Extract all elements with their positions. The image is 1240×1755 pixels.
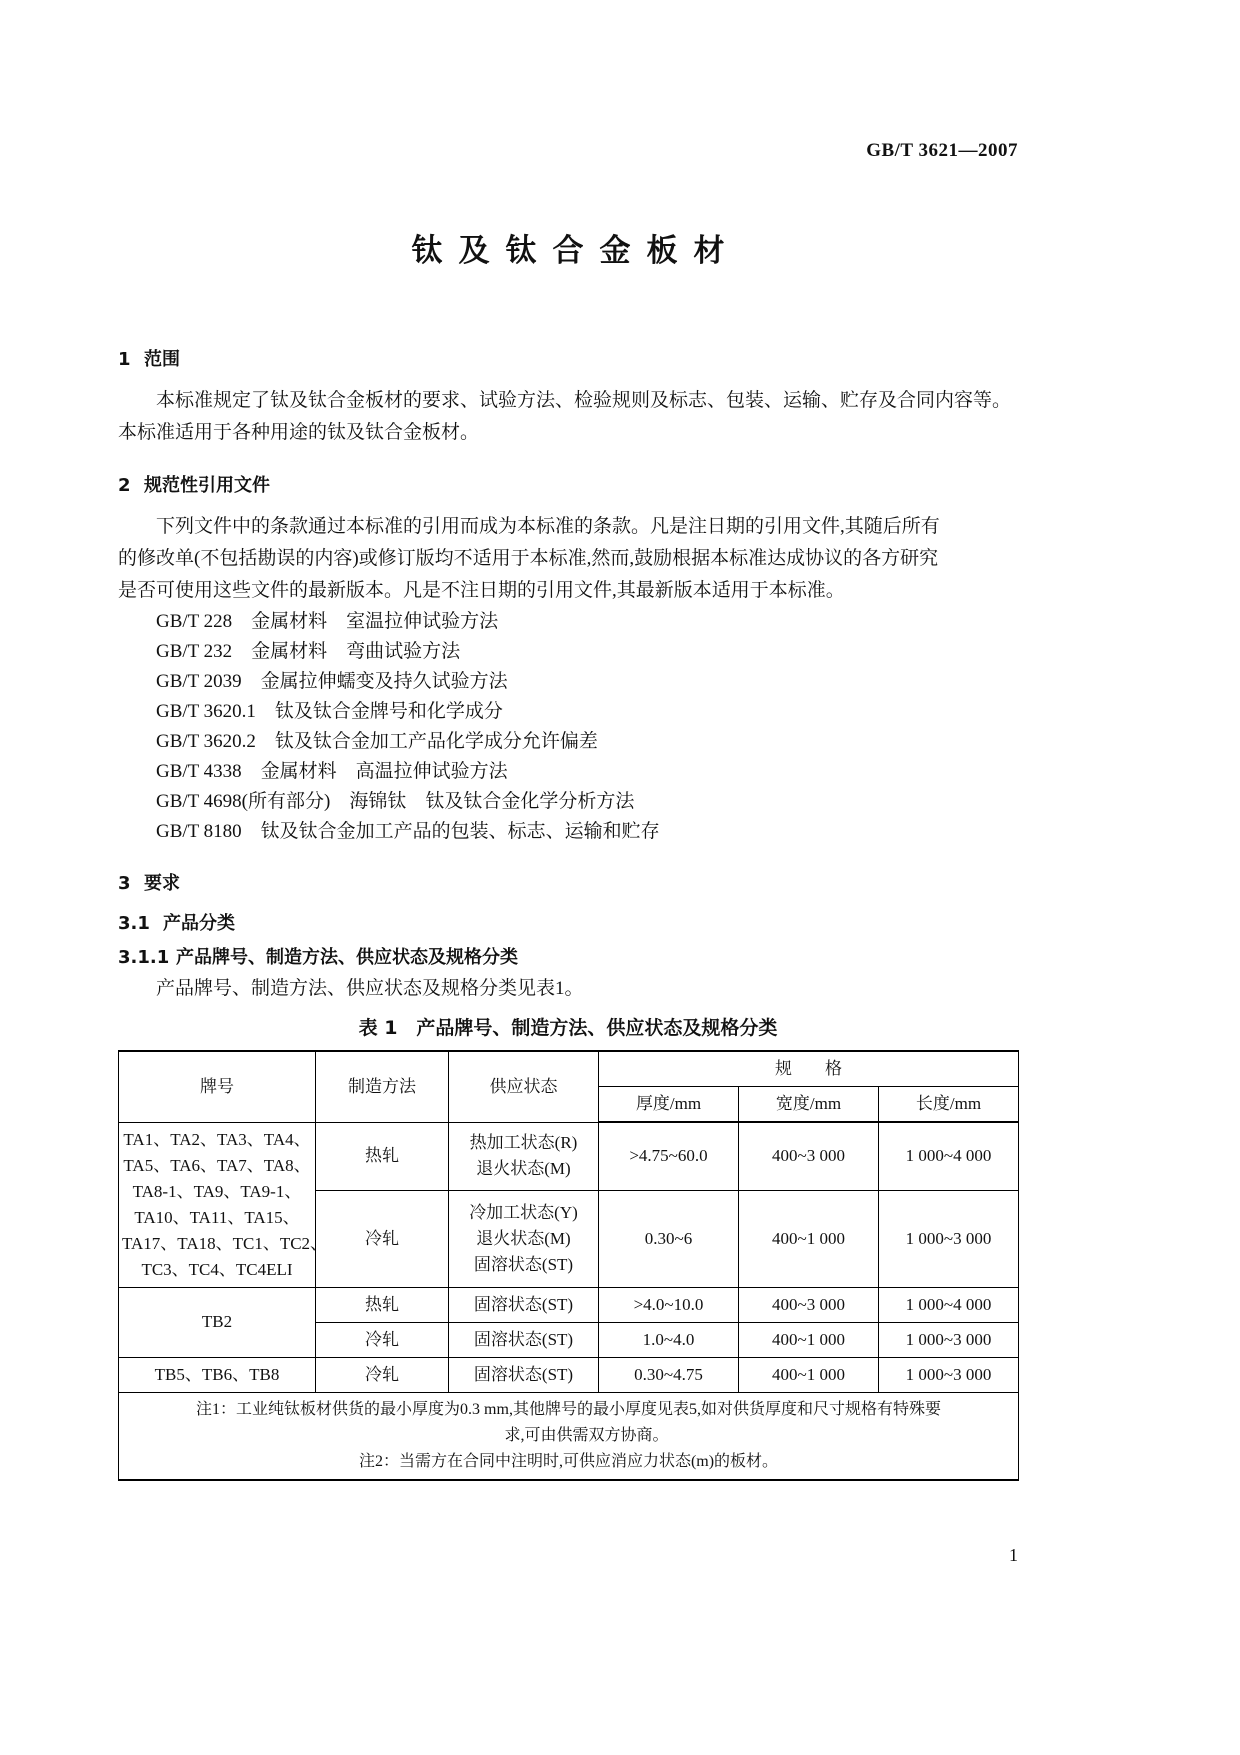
table-cell-brand: [119, 1122, 328, 1287]
section-1-paragraph-line-2: 本标准适用于各种用途的钛及钛合金板材。: [118, 422, 480, 443]
brand-line: TA10、TA11、TA15、: [134, 1207, 300, 1227]
table-cell-length: 1 000~4 000: [879, 1287, 1019, 1322]
brand-line: TA17、TA18、TC1、TC2、: [122, 1233, 328, 1253]
section-number-3-1-1: 3.1.1: [118, 947, 170, 968]
document-title: 钛及钛合金板材: [411, 233, 741, 269]
table-cell-supply-state: 固溶状态(ST): [449, 1287, 599, 1322]
section-heading-3-1-1: [118, 943, 1018, 969]
table-notes: [119, 1392, 1019, 1480]
section-1-paragraph-line-1: 本标准规定了钛及钛合金板材的要求、试验方法、检验规则及标志、包装、运输、贮存及合同内容等。: [156, 390, 1012, 411]
table-1-caption: 表 1 产品牌号、制造方法、供应状态及规格分类: [358, 1017, 778, 1039]
table-cell-method: 冷轧: [316, 1357, 449, 1392]
table-row: [119, 1287, 1019, 1322]
section-2-paragraph-line-3: 是否可使用这些文件的最新版本。凡是不注日期的引用文件,其最新版本适用于本标准。: [118, 580, 845, 601]
table-cell-width: 400~3 000: [739, 1287, 879, 1322]
reference-item: GB/T 228 金属材料 室温拉伸试验方法: [156, 611, 499, 632]
reference-item: GB/T 3620.2 钛及钛合金加工产品化学成分允许偏差: [156, 731, 598, 752]
table-cell-supply-state: [449, 1122, 599, 1190]
table-header-width: 宽度/mm: [739, 1087, 879, 1123]
section-number-3-1: 3.1: [118, 913, 150, 934]
table-cell-thickness: >4.0~10.0: [599, 1287, 739, 1322]
table-row: [119, 1357, 1019, 1392]
supply-state-line: 固溶状态(ST): [473, 1254, 574, 1274]
table-cell-length: 1 000~3 000: [879, 1322, 1019, 1357]
supply-state-line: 退火状态(M): [476, 1159, 571, 1178]
section-title-2: 规范性引用文件: [144, 475, 270, 496]
table-cell-thickness: 0.30~4.75: [599, 1357, 739, 1392]
supply-state-line: 冷加工状态(Y): [469, 1202, 578, 1222]
table-cell-brand: TB5、TB6、TB8: [119, 1357, 316, 1392]
section-title-3-1-1: 产品牌号、制造方法、供应状态及规格分类: [176, 947, 518, 968]
table-header-thickness: 厚度/mm: [599, 1087, 739, 1123]
table-cell-length: 1 000~4 000: [879, 1122, 1019, 1190]
page-content: [118, 0, 1018, 1565]
section-3-1-1-paragraph-line: 产品牌号、制造方法、供应状态及规格分类见表1。: [156, 978, 584, 999]
table-cell-length: 1 000~3 000: [879, 1357, 1019, 1392]
table-cell-thickness: 1.0~4.0: [599, 1322, 739, 1357]
table-note-1-line-1: 注1：工业纯钛板材供货的最小厚度为0.3 mm,其他牌号的最小厚度见表5,如对供货厚度和尺寸规格有特殊要: [196, 1400, 941, 1418]
table-cell-width: 400~1 000: [739, 1190, 879, 1287]
table-cell-length: 1 000~3 000: [879, 1190, 1019, 1287]
table-note-2: 注2：当需方在合同中注明时,可供应消应力状态(m)的板材。: [358, 1452, 779, 1470]
table-cell-supply-state: 固溶状态(ST): [449, 1322, 599, 1357]
section-1-paragraph: [118, 385, 1018, 449]
table-header-method: 制造方法: [316, 1051, 449, 1122]
brand-line: TA5、TA6、TA7、TA8、: [123, 1155, 311, 1175]
table-note-1-line-2: 求,可由供需双方协商。: [504, 1426, 669, 1444]
table-1-product-classification: [118, 1050, 1019, 1481]
table-header-length: 长度/mm: [879, 1087, 1019, 1123]
brand-line: TA8-1、TA9、TA9-1、: [132, 1181, 302, 1201]
table-cell-brand: TB2: [119, 1287, 316, 1357]
table-cell-width: 400~3 000: [739, 1122, 879, 1190]
section-number-3: 3: [118, 873, 131, 894]
table-cell-width: 400~1 000: [739, 1357, 879, 1392]
table-header-spec-group: 规 格: [599, 1051, 1019, 1087]
table-cell-method: 冷轧: [316, 1322, 449, 1357]
section-heading-3: [118, 869, 1018, 895]
supply-state-line: 热加工状态(R): [469, 1133, 578, 1152]
table-cell-thickness: >4.75~60.0: [599, 1122, 739, 1190]
table-notes-row: [119, 1392, 1019, 1480]
section-number-2: 2: [118, 475, 131, 496]
reference-item: GB/T 3620.1 钛及钛合金牌号和化学成分: [156, 701, 503, 722]
table-cell-method: 冷轧: [316, 1190, 449, 1287]
table-cell-thickness: 0.30~6: [599, 1190, 739, 1287]
table-header-row-1: [119, 1051, 1019, 1087]
table-cell-supply-state: 固溶状态(ST): [449, 1357, 599, 1392]
reference-item: GB/T 8180 钛及钛合金加工产品的包装、标志、运输和贮存: [156, 821, 660, 842]
table-cell-method: 热轧: [316, 1122, 449, 1190]
section-heading-3-1: [118, 909, 1018, 935]
reference-item: GB/T 4338 金属材料 高温拉伸试验方法: [156, 761, 508, 782]
section-number-1: 1: [118, 349, 131, 370]
running-head-standard-number: GB/T 3621—2007: [866, 140, 1018, 161]
normative-reference-list: [118, 607, 1018, 847]
section-heading-1: [118, 345, 1018, 371]
page-number: 1: [1009, 1545, 1018, 1565]
table-row: [119, 1122, 1019, 1190]
reference-item: GB/T 4698(所有部分) 海锦钛 钛及钛合金化学分析方法: [156, 791, 635, 812]
table-header-supply-state: 供应状态: [449, 1051, 599, 1122]
table-cell-supply-state: [449, 1190, 599, 1287]
reference-item: GB/T 2039 金属拉伸蠕变及持久试验方法: [156, 671, 508, 692]
section-title-3-1: 产品分类: [163, 913, 235, 934]
section-2-paragraph-line-1: 下列文件中的条款通过本标准的引用而成为本标准的条款。凡是注日期的引用文件,其随后所有: [156, 516, 940, 537]
brand-line: TA1、TA2、TA3、TA4、: [123, 1129, 311, 1149]
section-title-3: 要求: [144, 873, 180, 894]
section-2-paragraph: [118, 511, 1018, 607]
section-2-paragraph-line-2: 的修改单(不包括勘误的内容)或修订版均不适用于本标准,然而,鼓励根据本标准达成协议的各方研究: [118, 548, 939, 569]
table-cell-method: 热轧: [316, 1287, 449, 1322]
table-cell-width: 400~1 000: [739, 1322, 879, 1357]
brand-line: TC3、TC4、TC4ELI: [141, 1259, 293, 1279]
table-header-brand: 牌号: [119, 1051, 316, 1122]
section-3-1-1-paragraph: [118, 973, 1018, 1005]
reference-item: GB/T 232 金属材料 弯曲试验方法: [156, 641, 461, 662]
section-heading-2: [118, 471, 1018, 497]
section-title-1: 范围: [144, 349, 180, 370]
supply-state-line: 退火状态(M): [476, 1228, 571, 1248]
